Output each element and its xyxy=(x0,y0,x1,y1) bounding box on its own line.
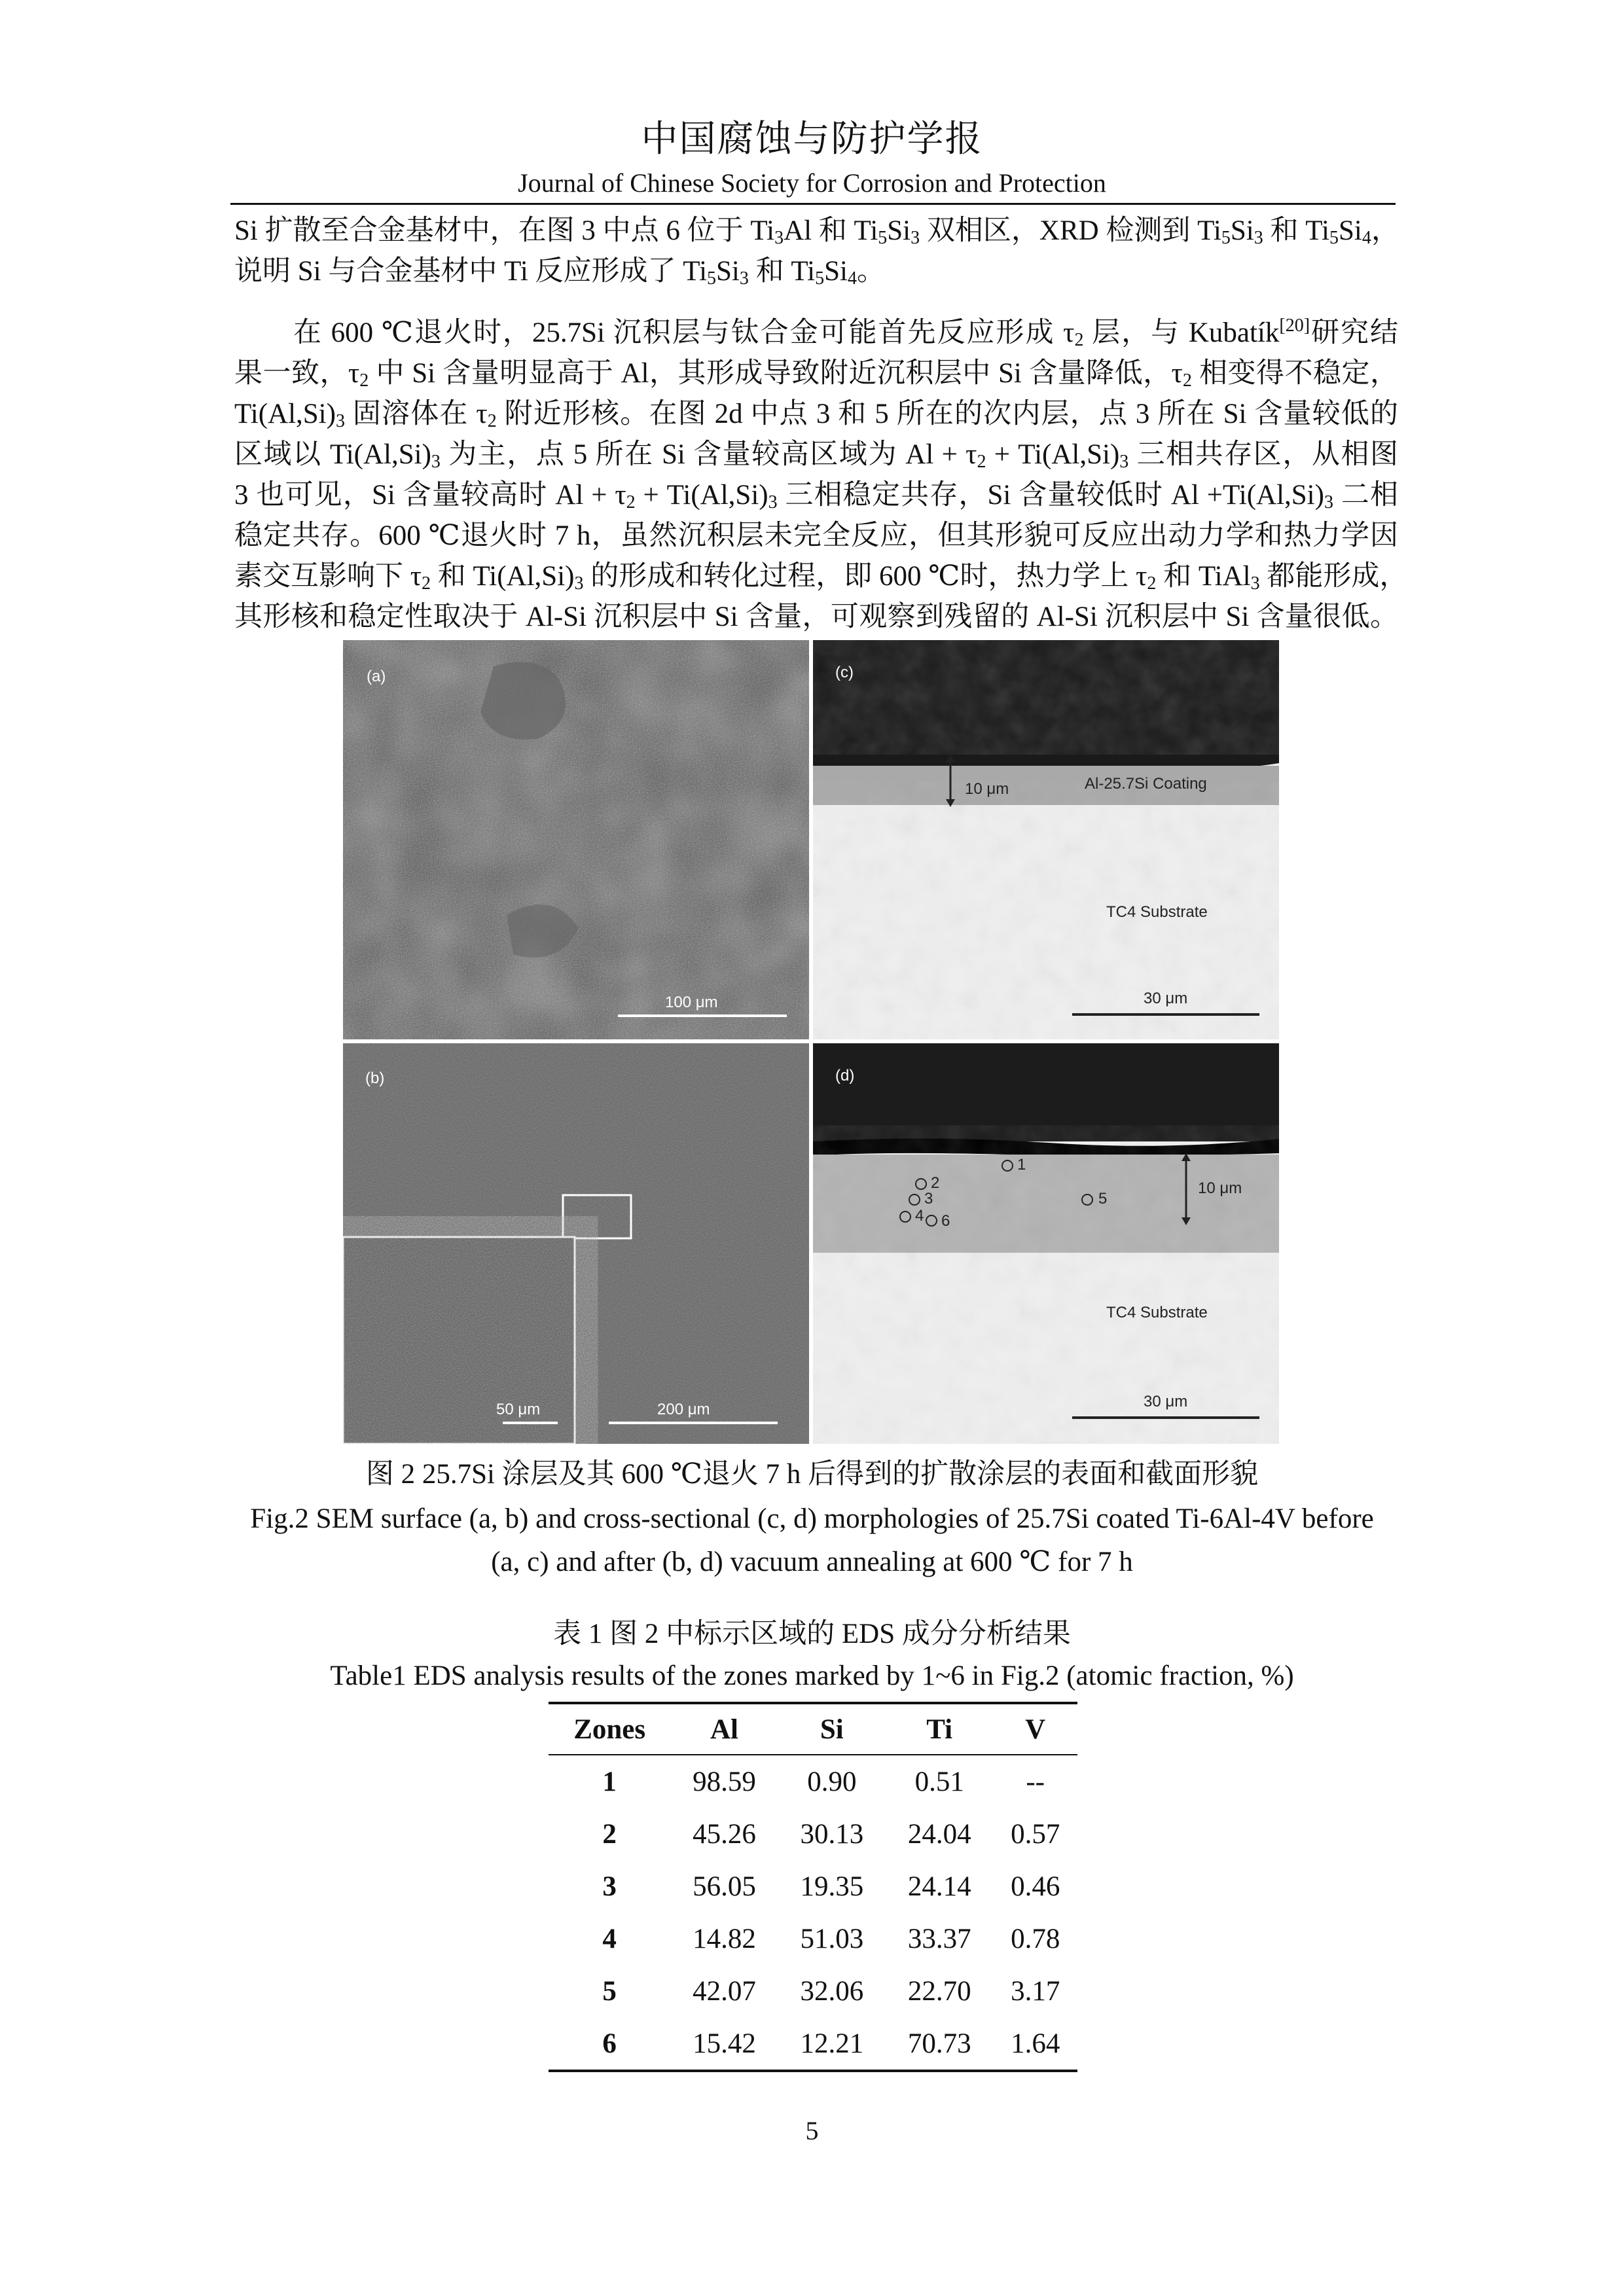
thickness-arrow-c xyxy=(944,755,957,807)
point-marker-6 xyxy=(926,1215,937,1227)
point-label-6: 6 xyxy=(941,1212,950,1230)
sem-texture-d xyxy=(813,1043,1279,1444)
substrate-label-d: TC4 Substrate xyxy=(1106,1304,1208,1321)
point-marker-2 xyxy=(915,1178,927,1190)
sem-panel-a xyxy=(343,640,809,1039)
scale-bar-a xyxy=(618,1014,787,1017)
table-cell: 30.13 xyxy=(800,1818,864,1850)
body-line-2: 说明 Si 与合金基材中 Ti 反应形成了 $Ti_5Si_3$ 和 $Ti_5Si_4$。 xyxy=(234,256,885,289)
table-cell: 0.90 xyxy=(807,1766,857,1797)
table-cell: 5 xyxy=(602,1975,617,2007)
point-marker-1 xyxy=(1001,1160,1013,1172)
thickness-arrow-d xyxy=(1180,1153,1193,1225)
point-label-1: 1 xyxy=(1017,1156,1026,1174)
sem-panel-c xyxy=(813,640,1279,1039)
body-line-7: 3 也可见，Si 含量较高时 $Al + \tau_2 + Ti(Al,Si)_3$ 三相稳定共存，Si 含量较低时 $Al +Ti(Al,Si)_3$ 二相 xyxy=(234,480,1398,512)
sem-panel-b xyxy=(343,1043,809,1444)
table-cell: 51.03 xyxy=(800,1923,864,1954)
substrate-label-c: TC4 Substrate xyxy=(1106,903,1208,921)
table-cell: 45.26 xyxy=(693,1818,756,1850)
table-cell: 3.17 xyxy=(1011,1975,1060,2007)
table-cell: 0.51 xyxy=(914,1766,964,1797)
sem-texture-b xyxy=(343,1043,809,1444)
panel-d-label: (d) xyxy=(835,1067,855,1085)
scale-text-a: 100 μm xyxy=(665,994,718,1011)
table-header-ti: Ti xyxy=(886,1703,993,1755)
page-number: 5 xyxy=(805,2116,819,2145)
table-cell: 0.46 xyxy=(1011,1871,1060,1902)
sem-texture-c xyxy=(813,640,1279,1039)
body-line-1: Si 扩散至合金基材中，在图 3 中点 6 位于 $Ti_3Al$ 和 $Ti_5Si_3$ 双相区，XRD 检测到 $Ti_5Si_3$ 和 $Ti_5Si_4$， xyxy=(234,215,1399,248)
table-cell: 98.59 xyxy=(693,1766,756,1797)
point-marker-5 xyxy=(1081,1194,1093,1206)
scale-text-b: 200 μm xyxy=(657,1401,710,1418)
table-cell: 2 xyxy=(602,1818,617,1850)
point-label-3: 3 xyxy=(924,1190,933,1208)
table-cell: 6 xyxy=(549,2017,670,2071)
scale-bar-c xyxy=(1072,1013,1259,1016)
inset-scale-text-b: 50 μm xyxy=(496,1401,541,1418)
coating-label-c: Al-25.7Si Coating xyxy=(1085,775,1207,793)
table-row xyxy=(549,1755,1077,1808)
table-cell: 33.37 xyxy=(907,1923,971,1954)
header-rule xyxy=(230,203,1396,205)
point-label-5: 5 xyxy=(1098,1190,1108,1208)
journal-title-en: Journal of Chinese Society for Corrosion and Protection xyxy=(518,168,1106,198)
panel-c-label: (c) xyxy=(835,664,854,681)
table-cell: 0.57 xyxy=(1011,1818,1060,1850)
table-cell: 15.42 xyxy=(670,2017,778,2071)
sem-panel-d xyxy=(813,1043,1279,1444)
point-marker-3 xyxy=(909,1194,920,1206)
point-label-4: 4 xyxy=(915,1207,924,1225)
journal-title-cn: 中国腐蚀与防护学报 xyxy=(641,119,983,160)
point-label-2: 2 xyxy=(931,1174,940,1192)
table-cell: 12.21 xyxy=(778,2017,886,2071)
scale-bar-d xyxy=(1072,1416,1259,1419)
table-row xyxy=(549,2017,1077,2071)
point-marker-4 xyxy=(899,1211,911,1223)
thickness-label-c: 10 μm xyxy=(965,780,1009,798)
table-cell: 3 xyxy=(602,1871,617,1902)
table-caption-en: Table1 EDS analysis results of the zones marked by 1~6 in Fig.2 (atomic fraction, %) xyxy=(330,1660,1294,1691)
table-cell: 42.07 xyxy=(693,1975,756,2007)
eds-table xyxy=(549,1702,1077,2072)
figure-caption-en-1: Fig.2 SEM surface (a, b) and cross-sectional (c, d) morphologies of 25.7Si coated Ti-6Al-4V before xyxy=(250,1503,1374,1534)
body-line-4: 果一致，$\tau_2$ 中 Si 含量明显高于 Al，其形成导致附近沉积层中 Si 含量降低，$\tau_2$ 相变得不稳定， xyxy=(234,358,1399,391)
body-line-6: 区域以 $Ti(Al,Si)_3$ 为主，点 5 所在 Si 含量较高区域为 $Al + \tau_2 + Ti(Al,Si)_3$ 三相共存区，从相图 xyxy=(234,439,1398,472)
body-line-3: 在 600 ℃退火时，25.7Si 沉积层与钛合金可能首先反应形成 $\tau_2$ 层，与 Kubatík[20]研究结 xyxy=(234,315,1398,350)
table-cell: 4 xyxy=(602,1923,617,1954)
table-caption-cn: 表 1 图 2 中标示区域的 EDS 成分分析结果 xyxy=(553,1619,1071,1649)
sem-texture-a xyxy=(343,640,809,1039)
figure-caption-en-2: (a, c) and after (b, d) vacuum annealing at 600 ℃ for 7 h xyxy=(491,1547,1133,1577)
table-cell: 24.14 xyxy=(907,1871,971,1902)
table-cell: -- xyxy=(1026,1766,1045,1797)
table-row xyxy=(549,1912,1077,1965)
table-header-zones: Zones xyxy=(549,1703,670,1755)
scale-text-c: 30 μm xyxy=(1144,990,1188,1007)
figure-caption-cn: 图 2 25.7Si 涂层及其 600 ℃退火 7 h 后得到的扩散涂层的表面和截面形貌 xyxy=(365,1459,1259,1490)
body-line-9: 素交互影响下 $\tau_2$ 和 $Ti(Al,Si)_3$ 的形成和转化过程，即 600 ℃时，热力学上 $\tau_2$ 和 TiAl$_3$ 都能形成， xyxy=(234,561,1408,594)
scale-bar-b xyxy=(609,1422,778,1424)
inset-scale-bar-b xyxy=(503,1422,558,1424)
table-header-v: V xyxy=(993,1703,1077,1755)
table-cell: 0.78 xyxy=(1011,1923,1060,1954)
body-line-8: 稳定共存。600 ℃退火时 7 h，虽然沉积层未完全反应，但其形貌可反应出动力学和热力学因 xyxy=(234,520,1398,551)
table-cell: 24.04 xyxy=(907,1818,971,1850)
table-cell: 1.64 xyxy=(993,2017,1077,2071)
table-header-row xyxy=(549,1703,1077,1755)
thickness-label-d: 10 μm xyxy=(1198,1179,1242,1197)
table-cell: 70.73 xyxy=(886,2017,993,2071)
table-row xyxy=(549,1860,1077,1912)
table-row xyxy=(549,1965,1077,2017)
table-cell: 1 xyxy=(602,1766,617,1797)
table-row xyxy=(549,1808,1077,1860)
table-cell: 56.05 xyxy=(693,1871,756,1902)
table-header-al: Al xyxy=(670,1703,778,1755)
table-cell: 22.70 xyxy=(907,1975,971,2007)
table-cell: 32.06 xyxy=(800,1975,864,2007)
table-cell: 19.35 xyxy=(800,1871,864,1902)
body-line-5: $Ti(Al,Si)_3$ 固溶体在 $\tau_2$ 附近形核。在图 2d 中点 3 和 5 所在的次内层，点 3 所在 Si 含量较低的 xyxy=(234,399,1398,431)
panel-a-label: (a) xyxy=(367,668,386,685)
table-cell: 14.82 xyxy=(693,1923,756,1954)
table-header-si: Si xyxy=(778,1703,886,1755)
body-line-10: 其形核和稳定性取决于 Al-Si 沉积层中 Si 含量，可观察到残留的 Al-Si 沉积层中 Si 含量很低。 xyxy=(234,601,1398,632)
scale-text-d: 30 μm xyxy=(1144,1393,1188,1410)
panel-b-label: (b) xyxy=(365,1069,385,1087)
